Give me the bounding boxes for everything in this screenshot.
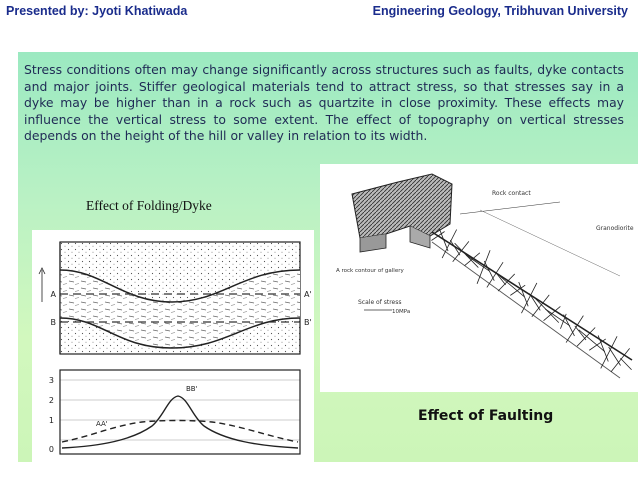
stress-tick	[620, 358, 631, 369]
stress-tick	[575, 326, 586, 340]
label-granodiorite: Granodiorite	[596, 225, 634, 232]
faulting-figure	[320, 164, 638, 392]
header-presenter: Presented by: Jyoti Khatiwada	[6, 4, 188, 18]
tick-1: 1	[48, 416, 54, 425]
stress-tick	[487, 262, 503, 287]
folding-figure	[32, 230, 314, 462]
tick-3: 3	[48, 376, 54, 385]
gallery-block	[352, 174, 452, 252]
label-a-prime: A'	[304, 290, 312, 299]
caption-faulting: Effect of Faulting	[418, 408, 554, 424]
stress-tick	[442, 229, 457, 258]
stress-plot	[49, 370, 300, 454]
faulting-diagram	[320, 164, 638, 392]
slide-paragraph: Stress conditions often may change significantly across structures such as faults, dyke contacts and major joints. Stiffer geological materials tend to attract stress, so that stresses say in a dyke may be higher than in a rock such as quartzite in close proximity. These effects may influence the vertical stress to some extent. The effect of topography on vertical stresses depends on the height of the hill or valley in relation to its width.	[24, 62, 624, 144]
label-a: A	[50, 290, 56, 299]
tick-2: 2	[48, 396, 54, 405]
stress-ticks	[431, 229, 631, 372]
stress-tick	[598, 335, 608, 361]
slide-content	[18, 52, 638, 462]
label-scale-unit: 10MPa	[392, 309, 411, 315]
label-scale: Scale of stress	[358, 299, 402, 306]
label-b: B	[50, 318, 56, 327]
folding-diagram	[32, 230, 314, 462]
label-curve-aa: AA'	[96, 420, 108, 428]
label-rock-contour: A rock contour of gallery	[336, 268, 404, 274]
header-course: Engineering Geology, Tribhuvan University	[372, 4, 628, 18]
caption-folding: Effect of Folding/Dyke	[86, 198, 212, 213]
stress-tick	[453, 241, 469, 261]
stress-tick	[466, 255, 489, 271]
label-rock-contact: Rock contact	[492, 190, 531, 197]
label-b-prime: B'	[304, 318, 312, 327]
label-curve-bb: BB'	[186, 385, 198, 393]
fold-block	[39, 242, 312, 354]
tick-0: 0	[48, 445, 54, 454]
